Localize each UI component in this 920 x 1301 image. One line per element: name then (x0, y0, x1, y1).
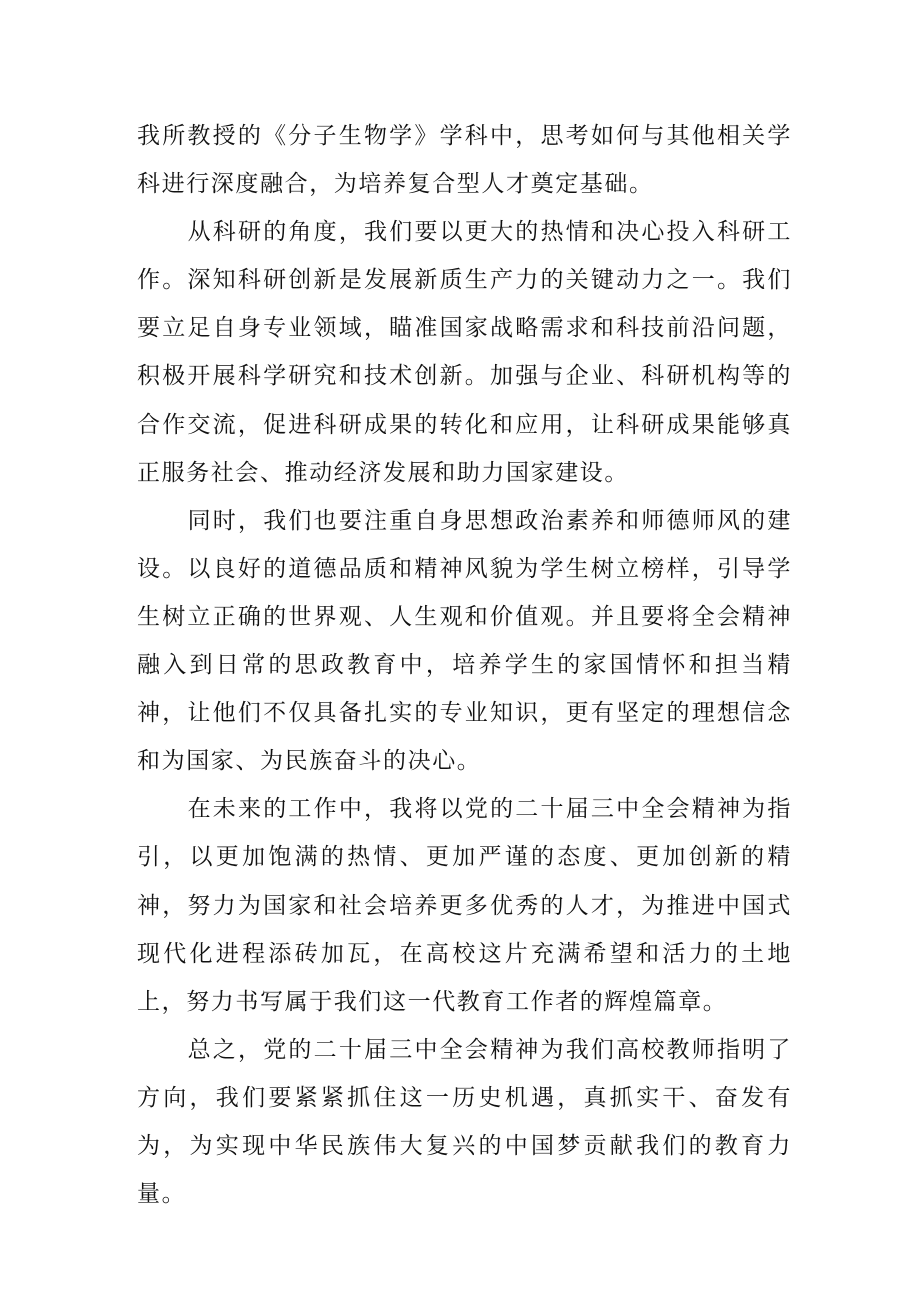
paragraph-2: 从科研的角度，我们要以更大的热情和决心投入科研工作。深知科研创新是发展新质生产力的关键动力之一。我们要立足自身专业领域，瞄准国家战略需求和科技前沿问题，积极开展科学研究和技术创新。加强与企业、科研机构等的合作交流，促进科研成果的转化和应用，让科研成果能够真正服务社会、推动经济发展和助力国家建设。 (137, 219, 792, 486)
document-body (137, 112, 792, 1218)
paragraph-4: 在未来的工作中，我将以党的二十届三中全会精神为指引，以更加饱满的热情、更加严谨的态度、更加创新的精神，努力为国家和社会培养更多优秀的人才，为推进中国式现代化进程添砖加瓦，在高校这片充满希望和活力的土地上，努力书写属于我们这一代教育工作者的辉煌篇章。 (137, 796, 792, 1015)
paragraph-3: 同时，我们也要注重自身思想政治素养和师德师风的建设。以良好的道德品质和精神风貌为学生树立榜样，引导学生树立正确的世界观、人生观和价值观。并且要将全会精神融入到日常的思政教育中，培养学生的家国情怀和担当精神，让他们不仅具备扎实的专业知识，更有坚定的理想信念和为国家、为民族奋斗的决心。 (137, 507, 792, 775)
paragraph-5: 总之，党的二十届三中全会精神为我们高校教师指明了方向，我们要紧紧抓住这一历史机遇，真抓实干、奋发有为，为实现中华民族伟大复兴的中国梦贡献我们的教育力量。 (137, 1036, 792, 1208)
paragraph-1: 我所教授的《分子生物学》学科中，思考如何与其他相关学科进行深度融合，为培养复合型人才奠定基础。 (137, 123, 792, 198)
